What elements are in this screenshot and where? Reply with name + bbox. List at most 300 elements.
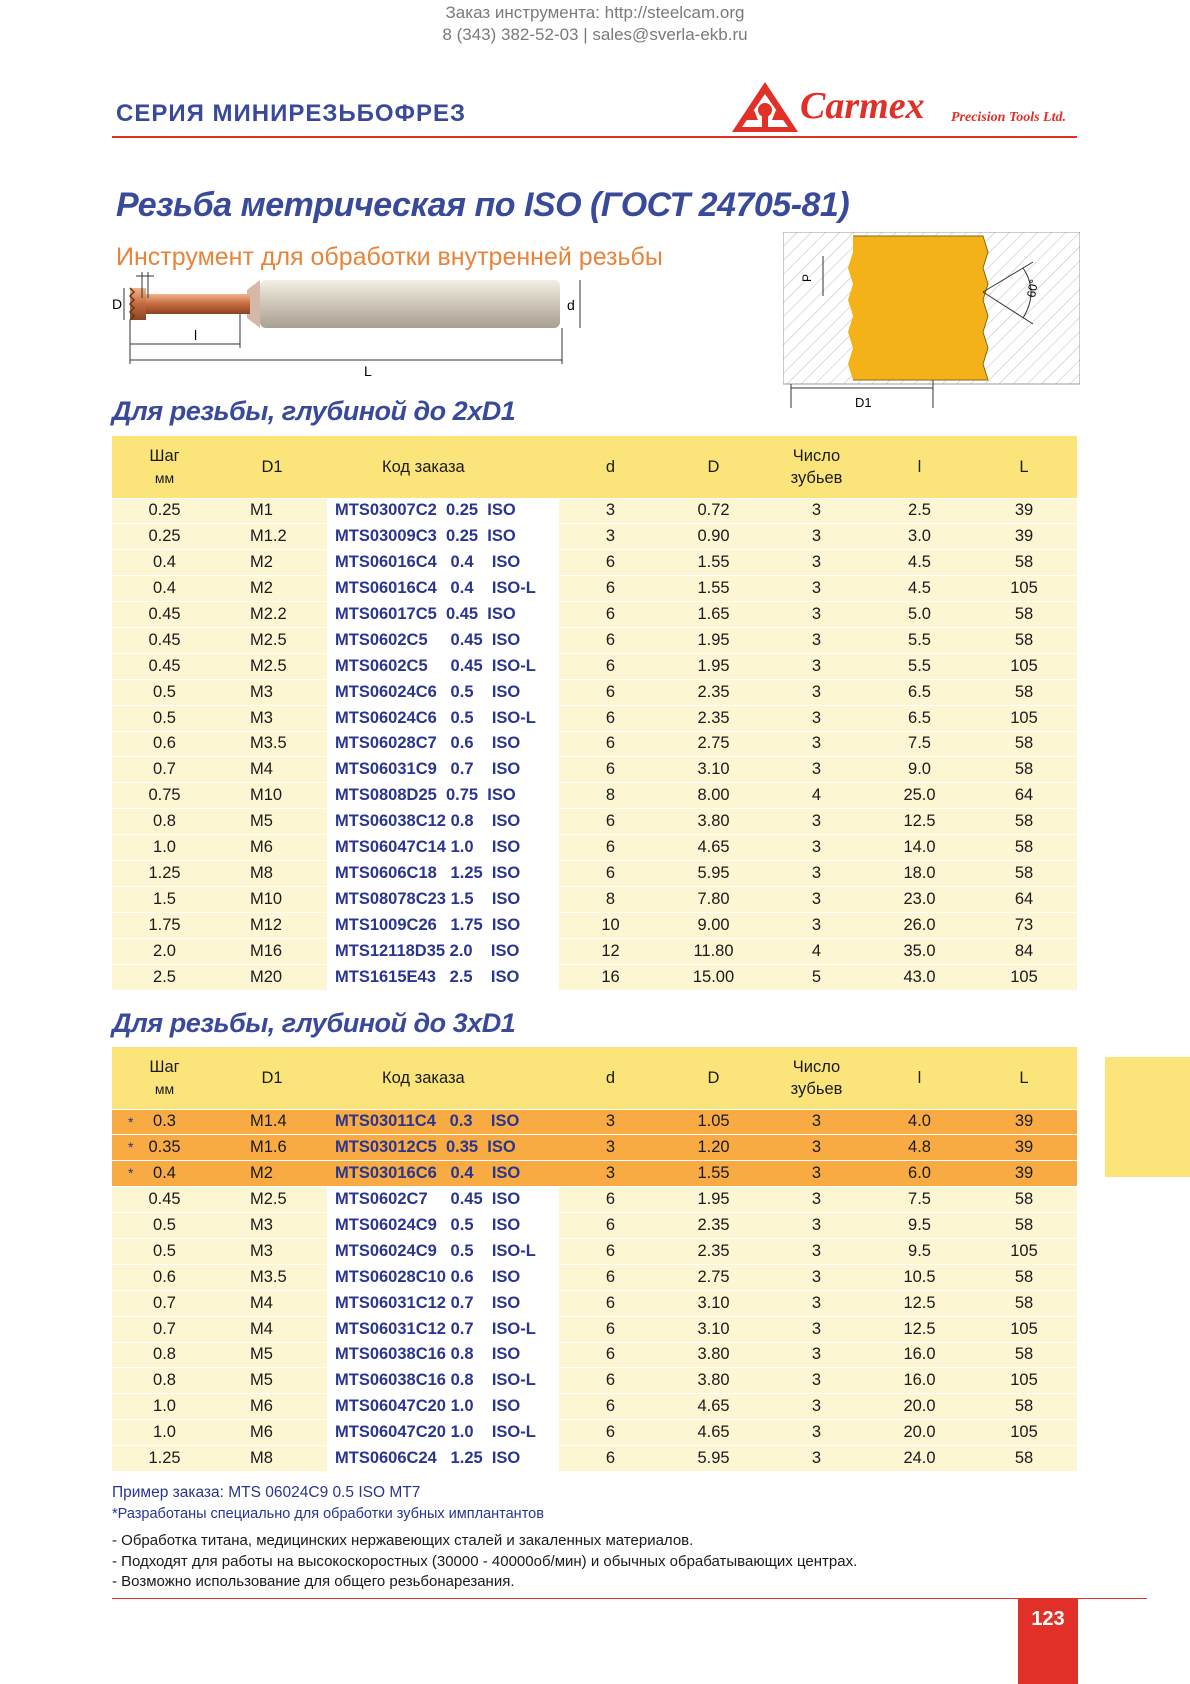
cell-L: 73 (971, 912, 1077, 938)
table-row (112, 550, 1077, 576)
cell-l: 20.0 (868, 1420, 971, 1446)
cell-d1: M2.5 (217, 1187, 327, 1213)
cell-order-code: MTS06024C9 0.5 ISO-L (327, 1238, 559, 1264)
cell-pitch: 0.45 (112, 627, 217, 653)
cell-D: 3.10 (662, 1290, 765, 1316)
label-D1: D1 (855, 395, 872, 410)
col-D: D (662, 436, 765, 498)
cell-order-code: MTS08078C23 1.5 ISO (327, 886, 559, 912)
header-divider (112, 136, 1077, 138)
cell-D: 1.95 (662, 1187, 765, 1213)
label-P-thread: P (800, 273, 814, 282)
table-row (112, 1420, 1077, 1446)
cell-pitch: 0.5 (112, 679, 217, 705)
cell-d: 6 (559, 731, 662, 757)
cell-d1: M5 (217, 1368, 327, 1394)
table-row (112, 1161, 1077, 1187)
table-row (112, 576, 1077, 602)
col-D: D (662, 1047, 765, 1109)
cell-pitch: 1.25 (112, 860, 217, 886)
cell-d: 3 (559, 1109, 662, 1135)
cell-L: 58 (971, 679, 1077, 705)
cell-d: 6 (559, 653, 662, 679)
table-row (112, 1316, 1077, 1342)
table-row (112, 912, 1077, 938)
cell-L: 58 (971, 1446, 1077, 1472)
table-row (112, 757, 1077, 783)
table-row (112, 1342, 1077, 1368)
cell-pitch: * 0.4 (112, 1161, 217, 1187)
carmex-emblem-icon (730, 80, 800, 136)
cell-teeth: 3 (765, 757, 868, 783)
cell-pitch: 0.7 (112, 1290, 217, 1316)
table-row (112, 524, 1077, 550)
star-mark: * (128, 1113, 134, 1130)
order-example: Пример заказа: MTS 06024C9 0.5 ISO MT7 (112, 1484, 421, 1501)
cell-d1: M12 (217, 912, 327, 938)
cell-teeth: 3 (765, 627, 868, 653)
thread-table-3xd1 (112, 1047, 1077, 1471)
tool-drawing (112, 268, 632, 398)
cell-d1: M3 (217, 679, 327, 705)
cell-d: 6 (559, 809, 662, 835)
cell-d: 6 (559, 1394, 662, 1420)
cell-D: 1.95 (662, 653, 765, 679)
cell-l: 6.5 (868, 705, 971, 731)
cell-d1: M4 (217, 1290, 327, 1316)
cell-D: 1.55 (662, 1161, 765, 1187)
cell-teeth: 3 (765, 1420, 868, 1446)
contact-block (0, 2, 1190, 46)
cell-d1: M1 (217, 498, 327, 524)
table-row (112, 809, 1077, 835)
cell-pitch: 0.25 (112, 498, 217, 524)
cell-L: 58 (971, 602, 1077, 628)
table-row (112, 1290, 1077, 1316)
cell-d1: M4 (217, 757, 327, 783)
cell-order-code: MTS03007C2 0.25 ISO (327, 498, 559, 524)
cell-pitch: * 0.3 (112, 1109, 217, 1135)
cell-L: 58 (971, 550, 1077, 576)
cell-l: 5.0 (868, 602, 971, 628)
page-title: Резьба метрическая по ISO (ГОСТ 24705-81) (116, 186, 850, 224)
cell-d: 6 (559, 550, 662, 576)
cell-d: 6 (559, 1316, 662, 1342)
cell-order-code: MTS1009C26 1.75 ISO (327, 912, 559, 938)
cell-l: 35.0 (868, 938, 971, 964)
table-row (112, 1135, 1077, 1161)
cell-pitch: 1.75 (112, 912, 217, 938)
cell-D: 1.95 (662, 627, 765, 653)
cell-d1: M6 (217, 1420, 327, 1446)
cell-pitch: 0.8 (112, 1342, 217, 1368)
cell-order-code: MTS06017C5 0.45 ISO (327, 602, 559, 628)
cell-D: 2.35 (662, 1213, 765, 1239)
cell-d1: M2 (217, 550, 327, 576)
cell-teeth: 3 (765, 1109, 868, 1135)
cell-teeth: 3 (765, 1135, 868, 1161)
col-pitch: Шаг мм (112, 436, 217, 498)
cell-pitch: 1.0 (112, 1394, 217, 1420)
cell-teeth: 3 (765, 731, 868, 757)
cell-d: 6 (559, 602, 662, 628)
cell-order-code: MTS06047C20 1.0 ISO (327, 1394, 559, 1420)
col-L: L (971, 1047, 1077, 1109)
cell-l: 5.5 (868, 653, 971, 679)
cell-teeth: 3 (765, 602, 868, 628)
table-row (112, 627, 1077, 653)
cell-d: 6 (559, 627, 662, 653)
table-row (112, 938, 1077, 964)
carmex-logo (730, 80, 1080, 136)
cell-l: 26.0 (868, 912, 971, 938)
contact-phone-email[interactable]: 8 (343) 382-52-03 | sales@sverla-ekb.ru (442, 25, 748, 44)
cell-D: 2.35 (662, 1238, 765, 1264)
cell-L: 58 (971, 1213, 1077, 1239)
cell-d: 6 (559, 1264, 662, 1290)
page-subtitle: Инструмент для обработки внутренней резьбы (116, 243, 663, 271)
cell-D: 3.80 (662, 809, 765, 835)
cell-order-code: MTS06024C6 0.5 ISO (327, 679, 559, 705)
cell-l: 4.5 (868, 550, 971, 576)
cell-D: 1.65 (662, 602, 765, 628)
cell-pitch: 1.0 (112, 835, 217, 861)
cell-D: 4.65 (662, 1394, 765, 1420)
cell-L: 39 (971, 1135, 1077, 1161)
cell-l: 4.8 (868, 1135, 971, 1161)
cell-teeth: 3 (765, 705, 868, 731)
cell-pitch: 0.4 (112, 576, 217, 602)
cell-d1: M6 (217, 835, 327, 861)
col-d1: D1 (217, 436, 327, 498)
cell-d1: M6 (217, 1394, 327, 1420)
cell-pitch: 0.5 (112, 1238, 217, 1264)
cell-teeth: 3 (765, 1394, 868, 1420)
cell-d: 3 (559, 1161, 662, 1187)
cell-pitch: 0.45 (112, 1187, 217, 1213)
table-row (112, 964, 1077, 990)
star-mark: * (128, 1139, 134, 1156)
cell-pitch: 2.0 (112, 938, 217, 964)
thread-table-2xd1 (112, 436, 1077, 990)
cell-order-code: MTS06024C6 0.5 ISO-L (327, 705, 559, 731)
note-item: - Возможно использование для общего резьбонарезания. (112, 1573, 515, 1590)
cell-d: 8 (559, 783, 662, 809)
cell-l: 20.0 (868, 1394, 971, 1420)
cell-D: 15.00 (662, 964, 765, 990)
label-l: l (194, 327, 198, 343)
table-row (112, 705, 1077, 731)
cell-order-code: MTS06016C4 0.4 ISO (327, 550, 559, 576)
cell-l: 12.5 (868, 1316, 971, 1342)
col-L: L (971, 436, 1077, 498)
brand-subtitle: Precision Tools Ltd. (951, 110, 1066, 125)
cell-teeth: 3 (765, 653, 868, 679)
cell-d1: M8 (217, 1446, 327, 1472)
cell-order-code: MTS06031C12 0.7 ISO (327, 1290, 559, 1316)
cell-teeth: 3 (765, 1316, 868, 1342)
cell-order-code: MTS03016C6 0.4 ISO (327, 1161, 559, 1187)
cell-pitch: 0.7 (112, 757, 217, 783)
cell-pitch: * 0.35 (112, 1135, 217, 1161)
col-l: l (868, 436, 971, 498)
col-l: l (868, 1047, 971, 1109)
cell-teeth: 3 (765, 576, 868, 602)
cell-d: 6 (559, 757, 662, 783)
table-row (112, 731, 1077, 757)
cell-teeth: 3 (765, 1290, 868, 1316)
cell-pitch: 0.75 (112, 783, 217, 809)
cell-D: 4.65 (662, 1420, 765, 1446)
cell-teeth: 5 (765, 964, 868, 990)
cell-teeth: 3 (765, 1187, 868, 1213)
cell-d1: M5 (217, 1342, 327, 1368)
cell-L: 105 (971, 1238, 1077, 1264)
cell-d1: M3 (217, 705, 327, 731)
contact-order-url[interactable]: Заказ инструмента: http://steelcam.org (445, 3, 745, 22)
cell-d1: M2.5 (217, 653, 327, 679)
cell-L: 105 (971, 1368, 1077, 1394)
col-pitch: Шаг мм (112, 1047, 217, 1109)
cell-pitch: 1.0 (112, 1420, 217, 1446)
cell-teeth: 3 (765, 860, 868, 886)
cell-D: 8.00 (662, 783, 765, 809)
cell-D: 7.80 (662, 886, 765, 912)
cell-L: 58 (971, 835, 1077, 861)
cell-D: 3.10 (662, 757, 765, 783)
cell-teeth: 3 (765, 809, 868, 835)
cell-d1: M3.5 (217, 731, 327, 757)
table-row (112, 835, 1077, 861)
cell-d: 6 (559, 1342, 662, 1368)
cell-d: 3 (559, 1135, 662, 1161)
cell-order-code: MTS0808D25 0.75 ISO (327, 783, 559, 809)
cell-l: 4.0 (868, 1109, 971, 1135)
cell-order-code: MTS06038C16 0.8 ISO (327, 1342, 559, 1368)
cell-D: 5.95 (662, 1446, 765, 1472)
cell-l: 14.0 (868, 835, 971, 861)
cell-order-code: MTS06031C12 0.7 ISO-L (327, 1316, 559, 1342)
table-row (112, 602, 1077, 628)
cell-d1: M1.4 (217, 1109, 327, 1135)
cell-l: 25.0 (868, 783, 971, 809)
cell-teeth: 3 (765, 1213, 868, 1239)
cell-D: 2.75 (662, 1264, 765, 1290)
table-row (112, 1394, 1077, 1420)
cell-order-code: MTS0602C7 0.45 ISO (327, 1187, 559, 1213)
cell-order-code: MTS06031C9 0.7 ISO (327, 757, 559, 783)
cell-order-code: MTS0606C24 1.25 ISO (327, 1446, 559, 1472)
cell-L: 58 (971, 1394, 1077, 1420)
cell-order-code: MTS1615E43 2.5 ISO (327, 964, 559, 990)
cell-D: 9.00 (662, 912, 765, 938)
label-L: L (364, 363, 372, 379)
cell-d: 6 (559, 1420, 662, 1446)
cell-teeth: 3 (765, 886, 868, 912)
table-row (112, 1368, 1077, 1394)
cell-order-code: MTS03009C3 0.25 ISO (327, 524, 559, 550)
cell-D: 0.90 (662, 524, 765, 550)
cell-D: 11.80 (662, 938, 765, 964)
cell-l: 2.5 (868, 498, 971, 524)
cell-teeth: 4 (765, 938, 868, 964)
cell-d1: M2 (217, 576, 327, 602)
cell-d1: M3 (217, 1213, 327, 1239)
cell-L: 58 (971, 1342, 1077, 1368)
cell-teeth: 3 (765, 1161, 868, 1187)
cell-order-code: MTS06038C12 0.8 ISO (327, 809, 559, 835)
cell-L: 105 (971, 964, 1077, 990)
cell-d: 6 (559, 679, 662, 705)
note-item: - Обработка титана, медицинских нержавеющих сталей и закаленных материалов. (112, 1532, 694, 1549)
cell-l: 18.0 (868, 860, 971, 886)
cell-d1: M1.6 (217, 1135, 327, 1161)
table-row (112, 1238, 1077, 1264)
cell-d1: M4 (217, 1316, 327, 1342)
cell-l: 16.0 (868, 1368, 971, 1394)
cell-d: 8 (559, 886, 662, 912)
cell-teeth: 3 (765, 1446, 868, 1472)
cell-pitch: 0.45 (112, 653, 217, 679)
cell-pitch: 0.4 (112, 550, 217, 576)
cell-d1: M2.5 (217, 627, 327, 653)
cell-d: 6 (559, 835, 662, 861)
cell-L: 39 (971, 524, 1077, 550)
cell-l: 3.0 (868, 524, 971, 550)
cell-d1: M5 (217, 809, 327, 835)
col-d: d (559, 1047, 662, 1109)
cell-l: 7.5 (868, 1187, 971, 1213)
table-row (112, 653, 1077, 679)
cell-l: 12.5 (868, 809, 971, 835)
cell-L: 105 (971, 653, 1077, 679)
cell-d: 6 (559, 1446, 662, 1472)
cell-L: 58 (971, 860, 1077, 886)
cell-l: 16.0 (868, 1342, 971, 1368)
table-row (112, 1187, 1077, 1213)
cell-teeth: 3 (765, 835, 868, 861)
label-d: d (567, 297, 575, 313)
cell-L: 58 (971, 1290, 1077, 1316)
cell-L: 105 (971, 1420, 1077, 1446)
cell-d: 16 (559, 964, 662, 990)
cell-l: 6.5 (868, 679, 971, 705)
table-row (112, 1264, 1077, 1290)
cell-teeth: 3 (765, 912, 868, 938)
cell-L: 84 (971, 938, 1077, 964)
cell-order-code: MTS0602C5 0.45 ISO-L (327, 653, 559, 679)
brand-name: Carmex (800, 85, 925, 127)
table-row (112, 1446, 1077, 1472)
cell-pitch: 0.25 (112, 524, 217, 550)
cell-order-code: MTS03011C4 0.3 ISO (327, 1109, 559, 1135)
cell-d: 6 (559, 1238, 662, 1264)
cell-l: 9.5 (868, 1238, 971, 1264)
cell-d1: M2.2 (217, 602, 327, 628)
cell-d: 6 (559, 576, 662, 602)
col-order-code: Код заказа (327, 1047, 559, 1109)
cell-teeth: 3 (765, 550, 868, 576)
cell-L: 105 (971, 576, 1077, 602)
label-angle: 60° (1024, 278, 1042, 299)
cell-L: 39 (971, 1161, 1077, 1187)
cell-d1: M16 (217, 938, 327, 964)
cell-teeth: 3 (765, 1238, 868, 1264)
cell-pitch: 1.5 (112, 886, 217, 912)
col-order-code: Код заказа (327, 436, 559, 498)
cell-L: 64 (971, 886, 1077, 912)
cell-order-code: MTS03012C5 0.35 ISO (327, 1135, 559, 1161)
cell-D: 3.10 (662, 1316, 765, 1342)
cell-l: 5.5 (868, 627, 971, 653)
cell-d1: M10 (217, 886, 327, 912)
cell-l: 23.0 (868, 886, 971, 912)
cell-d1: M8 (217, 860, 327, 886)
cell-D: 0.72 (662, 498, 765, 524)
cell-l: 7.5 (868, 731, 971, 757)
cell-L: 105 (971, 1316, 1077, 1342)
cell-teeth: 4 (765, 783, 868, 809)
notes-list (112, 1531, 857, 1593)
cell-pitch: 0.6 (112, 1264, 217, 1290)
cell-d: 3 (559, 498, 662, 524)
cell-l: 6.0 (868, 1161, 971, 1187)
col-teeth: Число зубьев (765, 436, 868, 498)
cell-D: 1.55 (662, 550, 765, 576)
cell-l: 10.5 (868, 1264, 971, 1290)
cell-d1: M3.5 (217, 1264, 327, 1290)
cell-L: 58 (971, 1187, 1077, 1213)
cell-teeth: 3 (765, 1342, 868, 1368)
cell-pitch: 0.7 (112, 1316, 217, 1342)
label-P (168, 268, 177, 269)
cell-teeth: 3 (765, 498, 868, 524)
cell-teeth: 3 (765, 679, 868, 705)
footer-divider (112, 1598, 1147, 1599)
cell-D: 2.75 (662, 731, 765, 757)
cell-order-code: MTS06024C9 0.5 ISO (327, 1213, 559, 1239)
cell-order-code: MTS12118D35 2.0 ISO (327, 938, 559, 964)
cell-l: 12.5 (868, 1290, 971, 1316)
table-row (112, 679, 1077, 705)
cell-L: 58 (971, 731, 1077, 757)
cell-pitch: 0.45 (112, 602, 217, 628)
cell-l: 43.0 (868, 964, 971, 990)
note-item: - Подходят для работы на высокоскоростных (30000 - 40000об/мин) и обычных обрабатывающих центрах. (112, 1552, 858, 1570)
table-row (112, 886, 1077, 912)
cell-d1: M1.2 (217, 524, 327, 550)
cell-D: 5.95 (662, 860, 765, 886)
cell-order-code: MTS06047C20 1.0 ISO-L (327, 1420, 559, 1446)
cell-l: 24.0 (868, 1446, 971, 1472)
col-d: d (559, 436, 662, 498)
cell-pitch: 2.5 (112, 964, 217, 990)
cell-d: 6 (559, 1290, 662, 1316)
cell-d: 10 (559, 912, 662, 938)
col-teeth: Число зубьев (765, 1047, 868, 1109)
cell-d: 6 (559, 1187, 662, 1213)
cell-D: 3.80 (662, 1368, 765, 1394)
page-number: 123 (1018, 1598, 1078, 1684)
cell-d: 6 (559, 705, 662, 731)
table-row (112, 1109, 1077, 1135)
cell-L: 58 (971, 1264, 1077, 1290)
cell-order-code: MTS0602C5 0.45 ISO (327, 627, 559, 653)
cell-D: 2.35 (662, 679, 765, 705)
star-mark: * (128, 1165, 134, 1182)
cell-order-code: MTS06038C16 0.8 ISO-L (327, 1368, 559, 1394)
cell-order-code: MTS06028C7 0.6 ISO (327, 731, 559, 757)
